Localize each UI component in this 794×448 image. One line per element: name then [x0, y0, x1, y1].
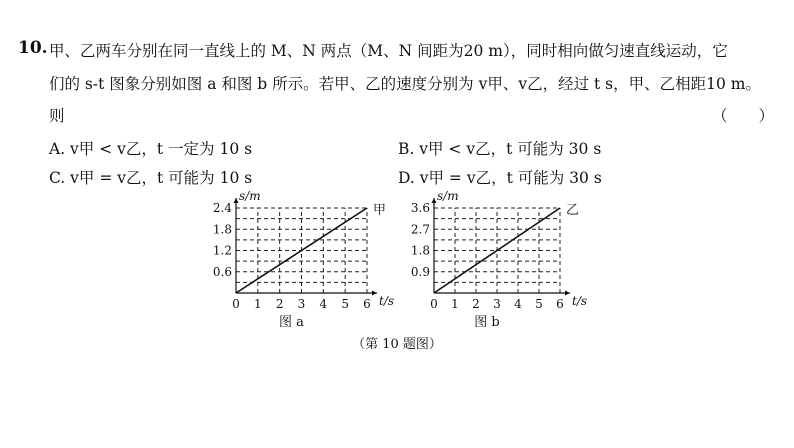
y-tick-label: 1.2	[212, 243, 232, 258]
y-tick-label: 2.7	[410, 222, 430, 237]
question-text-line-3: 则	[49, 107, 65, 125]
question-text-line-2: 们的 s-t 图象分别如图 a 和图 b 所示。若甲、乙的速度分别为 v甲、v乙，经过 t s，甲、乙相距10 m。	[49, 75, 761, 93]
y-tick-label: 0.6	[212, 264, 232, 279]
x-tick-label: 6	[363, 297, 371, 311]
y-axis-arrow	[432, 198, 437, 203]
figure-caption: （第 10 题图）	[352, 337, 442, 352]
chart-a	[213, 189, 394, 330]
x-axis-label: t/s	[379, 294, 395, 308]
x-tick-label: 2	[472, 297, 480, 311]
x-tick-label: 3	[297, 297, 306, 311]
y-tick-label: 1.8	[212, 222, 232, 237]
option-a[interactable]: A. v甲 < v乙，t 一定为 10 s	[49, 140, 253, 158]
y-axis-label: s/m	[437, 189, 459, 203]
option-c[interactable]: C. v甲 = v乙，t 可能为 10 s	[49, 169, 253, 187]
x-tick-label: 1	[254, 297, 262, 311]
question-text-line-1: 甲、乙两车分别在同一直线上的 M、N 两点（M、N 间距为20 m），同时相向做匀速直线运动，它	[49, 42, 728, 60]
x-axis-arrow	[372, 291, 377, 296]
x-tick-label: 6	[556, 297, 564, 311]
chart-b	[411, 189, 587, 330]
chart-caption: 图 a	[279, 315, 304, 330]
x-tick-label: 1	[451, 297, 459, 311]
x-tick-label: 4	[514, 297, 522, 311]
x-tick-label: 5	[535, 297, 543, 311]
chart-caption: 图 b	[474, 315, 500, 330]
y-axis-arrow	[234, 198, 239, 203]
x-tick-label: 0	[430, 297, 438, 311]
x-axis-label: t/s	[572, 294, 588, 308]
y-axis-label: s/m	[239, 189, 261, 203]
y-tick-label: 0.9	[410, 264, 430, 279]
option-b[interactable]: B. v甲 < v乙，t 可能为 30 s	[398, 140, 602, 158]
x-tick-label: 4	[319, 297, 328, 311]
x-tick-label: 3	[493, 297, 501, 311]
y-tick-label: 1.8	[410, 243, 430, 258]
x-tick-label: 5	[341, 297, 349, 311]
answer-blank[interactable]: （ ）	[711, 107, 774, 125]
question-number: 10.	[18, 38, 48, 58]
series-label: 甲	[373, 203, 387, 218]
y-tick-label: 3.6	[410, 201, 430, 215]
option-d[interactable]: D. v甲 = v乙，t 可能为 30 s	[398, 169, 602, 187]
series-label: 乙	[566, 203, 580, 218]
x-tick-label: 0	[232, 297, 240, 311]
x-tick-label: 2	[275, 297, 284, 311]
y-tick-label: 2.4	[212, 201, 232, 215]
x-axis-arrow	[565, 291, 570, 296]
